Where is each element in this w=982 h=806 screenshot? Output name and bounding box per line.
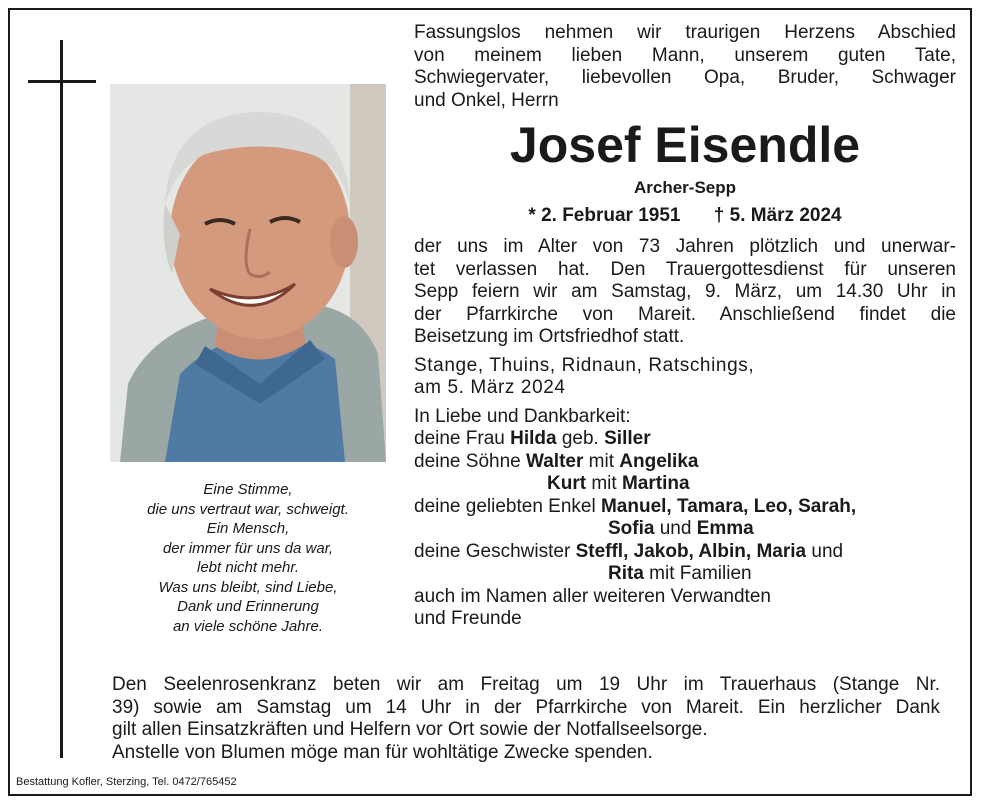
funeral-message	[414, 236, 956, 349]
rosary-notice	[112, 674, 940, 764]
poem-line: Ein Mensch,	[206, 520, 290, 537]
birth-date: * 2. Februar 1951	[528, 205, 681, 226]
poem-line: an viele schöne Jahre.	[172, 617, 324, 635]
place-and-date	[414, 355, 956, 400]
intro-line: von meinem lieben Mann, unserem guten Tate,	[414, 44, 956, 66]
cross-icon-horizontal	[28, 80, 96, 83]
life-dates	[414, 204, 956, 228]
poem-line: die uns vertraut war, schweigt.	[147, 500, 349, 518]
message-line: tet verlassen hat. Den Trauergottesdienst für unseren	[414, 258, 956, 280]
mourner-grandchildren: deine geliebten Enkel Manuel, Tamara, Leo, Sarah,	[414, 495, 857, 517]
mourner-siblings: deine Geschwister Steffl, Jakob, Albin, Maria und	[414, 540, 844, 562]
mourner-siblings-2: Rita mit Familien	[608, 563, 752, 584]
poem-line: lebt nicht mehr.	[197, 559, 299, 576]
cross-icon-vertical	[60, 40, 63, 758]
funeral-home-credit: Bestattung Kofler, Sterzing, Tel. 0472/765452	[16, 776, 237, 788]
bottom-line: Anstelle von Blumen möge man für wohltätige Zwecke spenden.	[112, 741, 653, 763]
intro-line: Fassungslos nehmen wir traurigen Herzens Abschied	[414, 22, 956, 43]
poem-line: Was uns bleibt, sind Liebe,	[158, 578, 338, 596]
poem-line: Eine Stimme,	[203, 481, 293, 498]
bottom-line: Den Seelenrosenkranz beten wir am Freitag um 19 Uhr im Trauerhaus (Stange Nr.	[112, 674, 940, 695]
mourner-grandchildren-2: Sofia und Emma	[608, 518, 754, 539]
notice-main-column	[414, 22, 956, 631]
portrait-photo	[110, 84, 386, 462]
memorial-poem	[120, 480, 376, 636]
intro-line: Schwiegervater, liebevollen Opa, Bruder, Schwager	[414, 67, 956, 88]
poem-line: der immer für uns da war,	[162, 539, 334, 557]
mourners-heading: In Liebe und Dankbarkeit:	[414, 405, 631, 427]
intro-line: und Onkel, Herrn	[414, 89, 559, 111]
message-line: der Pfarrkirche von Mareit. Anschließend findet die	[414, 303, 956, 325]
bottom-line: 39) sowie am Samstag um 14 Uhr in der Pfarrkirche von Mareit. Ein herzlicher Dank	[112, 696, 940, 718]
mourner-wife: deine Frau Hilda geb. Siller	[414, 428, 651, 449]
mourner-son-2: Kurt mit Martina	[547, 473, 690, 494]
bottom-line: gilt allen Einsatzkräften und Helfern vor Ort sowie der Notfallseelsorge.	[112, 719, 708, 740]
relatives-line: und Freunde	[414, 608, 522, 629]
message-line: Beisetzung im Ortsfriedhof statt.	[414, 326, 685, 347]
death-date: † 5. März 2024	[713, 205, 842, 226]
intro-text	[414, 22, 956, 112]
relatives-line: auch im Namen aller weiteren Verwandten	[414, 585, 771, 607]
message-line: Sepp feiern wir am Samstag, 9. März, um 14.30 Uhr in	[414, 281, 956, 302]
poem-line: Dank und Erinnerung	[177, 598, 319, 615]
mourners-list	[414, 406, 956, 631]
deceased-nickname: Archer-Sepp	[633, 178, 737, 197]
deceased-name: Josef Eisendle	[509, 117, 861, 173]
mourner-sons: deine Söhne Walter mit Angelika	[414, 450, 699, 472]
place-line: am 5. März 2024	[414, 377, 566, 398]
place-line: Stange, Thuins, Ridnaun, Ratschings,	[414, 354, 755, 376]
message-line: der uns im Alter von 73 Jahren plötzlich und unerwar-	[414, 236, 956, 257]
